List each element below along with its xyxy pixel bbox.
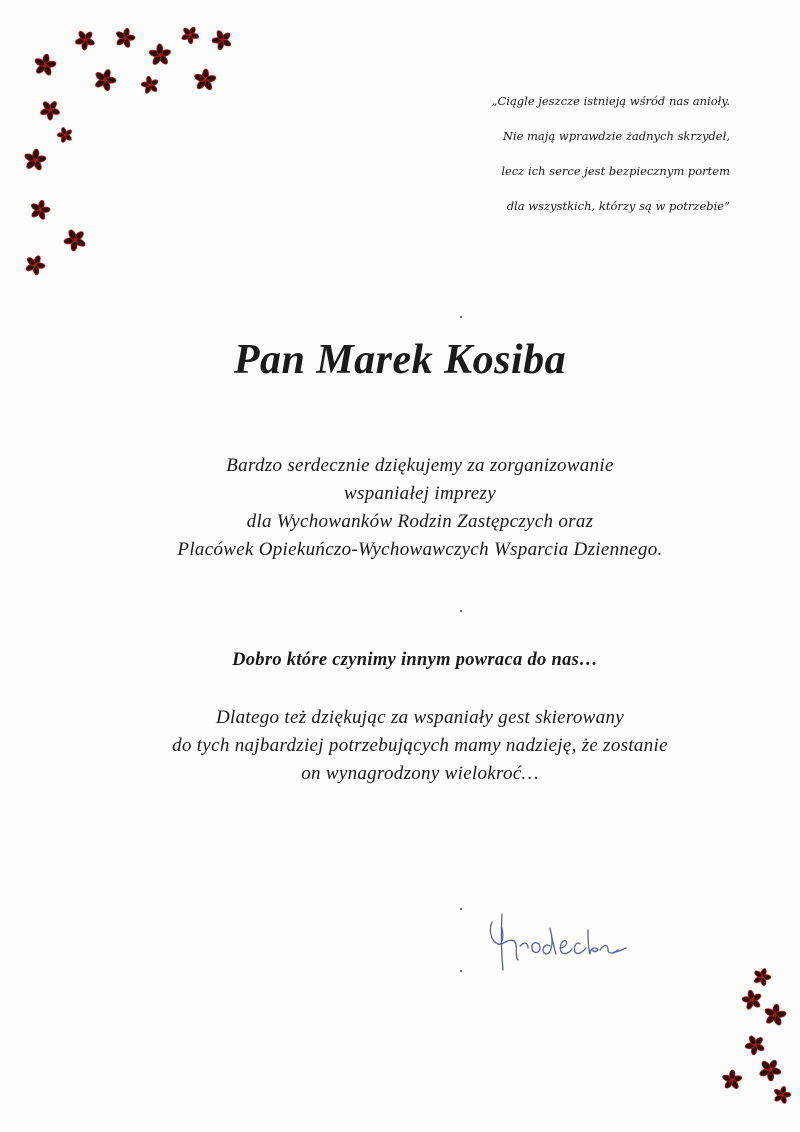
- quote-line: dla wszystkich, którzy są w potrzebie”: [506, 199, 730, 213]
- flower-ornament-bottom-right-icon: [710, 955, 800, 1105]
- closing-paragraph: [0, 704, 800, 788]
- recipient-name: Pan Marek Kosiba: [233, 337, 567, 383]
- closing-line: on wynagrodzony wielokroć…: [301, 763, 539, 784]
- closing-line: do tych najbardziej potrzebujących mamy nadzieję, że zostanie: [172, 735, 668, 756]
- quote-line: Nie mają wprawdzie żadnych skrzydeł,: [502, 129, 730, 143]
- thanks-line: Bardzo serdecznie dziękujemy za zorganizowanie: [226, 455, 614, 476]
- closing-line: Dlatego też dziękując za wspaniały gest skierowany: [216, 707, 624, 728]
- thanks-line: dla Wychowanków Rodzin Zastępczych oraz: [246, 511, 594, 532]
- motto-quote: [430, 84, 730, 224]
- motto-line: Dobro które czynimy innym powraca do nas…: [232, 650, 598, 670]
- thanks-line: Placówek Opiekuńczo-Wychowawczych Wsparcia Dziennego.: [177, 539, 663, 560]
- quote-line: „Ciągle jeszcze istnieją wśród nas anioły.: [491, 94, 730, 108]
- handwritten-signature-icon: [484, 908, 634, 978]
- thanks-line: wspaniałej imprezy: [344, 483, 496, 504]
- flower-ornament-top-left-icon: [10, 10, 250, 285]
- quote-line: lecz ich serce jest bezpiecznym portem: [501, 164, 730, 178]
- thanks-paragraph: [0, 452, 800, 564]
